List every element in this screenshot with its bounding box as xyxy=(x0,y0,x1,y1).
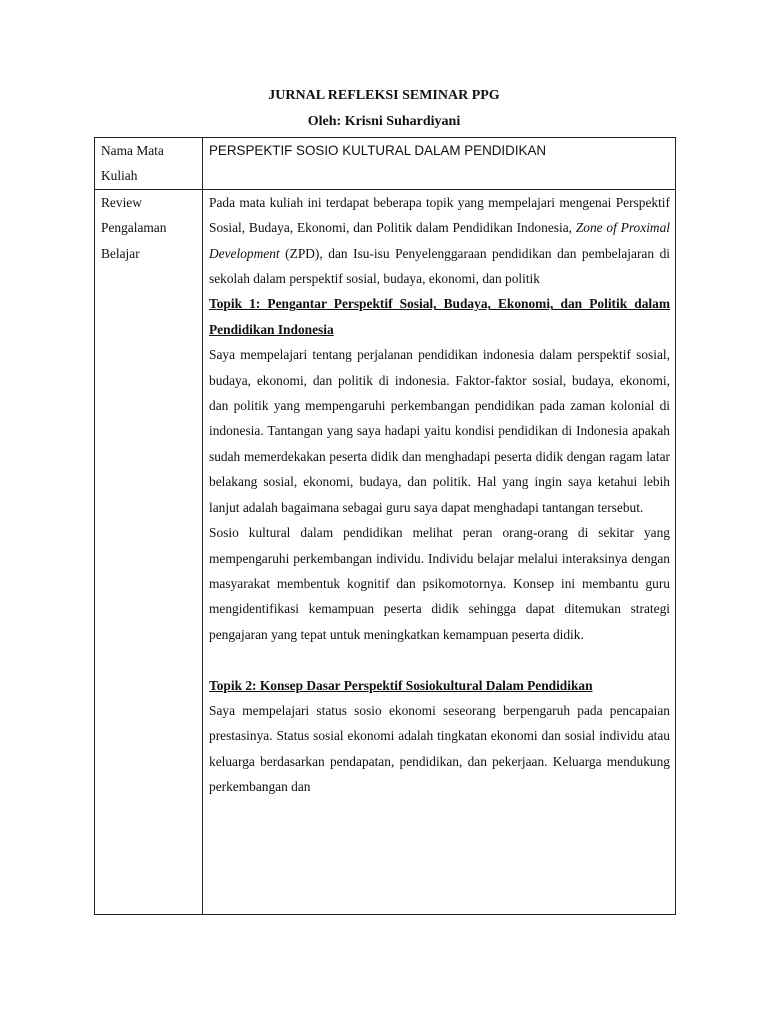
table-row-course xyxy=(95,138,676,190)
topic2-heading: Topik 2: Konsep Dasar Perspektif Sosiokultural Dalam Pendidikan xyxy=(209,677,593,693)
topic1-heading: Topik 1: Pengantar Perspektif Sosial, Budaya, Ekonomi, dan Politik dalam Pendidikan Indonesia xyxy=(209,296,670,337)
course-label-line-2: Kuliah xyxy=(101,168,138,184)
intro-paragraph xyxy=(209,190,670,292)
course-label-cell xyxy=(95,138,203,190)
review-label-cell xyxy=(95,189,203,914)
course-value-cell xyxy=(203,138,676,190)
course-title: PERSPEKTIF SOSIO KULTURAL DALAM PENDIDIKAN xyxy=(209,143,547,158)
table-row-review xyxy=(95,189,676,914)
review-content-cell xyxy=(203,189,676,914)
intro-text-italic: Zone of Proximal Development xyxy=(209,220,670,261)
blank-line xyxy=(209,647,670,672)
review-label-line-3: Belajar xyxy=(101,245,140,261)
author-line: Oleh: Krisni Suhardiyani xyxy=(307,114,461,129)
reflection-table xyxy=(94,137,676,915)
intro-text-b: (ZPD), dan Isu-isu Penyelenggaraan pendidikan dan pembelajaran di sekolah dalam perspektif sosial, budaya, ekonomi, dan politik xyxy=(209,245,670,287)
review-label-line-2: Pengalaman xyxy=(101,220,167,236)
topic2-paragraph-1: Saya mempelajari status sosio ekonomi seseorang berpengaruh pada pencapaian prestasinya. Status sosial ekonomi adalah tingkatan ekonomi dan sosial individu atau keluarga berdasarkan pendapatan, pendidikan, dan pekerjaan. Keluarga mendukung perkembangan dan xyxy=(209,702,670,795)
document-title: JURNAL REFLEKSI SEMINAR PPG xyxy=(268,88,500,103)
review-label-line-1: Review xyxy=(101,194,142,210)
intro-text-a: Pada mata kuliah ini terdapat beberapa topik yang mempelajari mengenai Perspektif Sosial, Budaya, Ekonomi, dan Politik dalam Pendidikan Indonesia, xyxy=(209,194,670,236)
topic1-paragraph-2: Sosio kultural dalam pendidikan melihat peran orang-orang di sekitar yang mempengaruhi perkembangan individu. Individu belajar melalui interaksinya dengan masyarakat membentuk kognitif dan psikomotornya. Konsep ini membantu guru mengidentifikasi kemampuan peserta didik sehingga dapat ditemukan strategi pengajaran yang tepat untuk meningkatkan kemampuan peserta didik. xyxy=(209,525,670,642)
course-label-line-1: Nama Mata xyxy=(101,143,164,158)
topic1-paragraph-1: Saya mempelajari tentang perjalanan pendidikan indonesia dalam perspektif sosial, budaya, ekonomi, dan politik di indonesia. Faktor-faktor sosial, budaya, ekonomi, dan politik yang mempengaruhi perkembangan pendidikan pada zaman kolonial di indonesia. Tantangan yang saya hadapi yaitu kondisi pendidikan di Indonesia apakah sudah memerdekakan peserta didik dan menghadapi peserta didik dengan ragam latar belakang sosial, ekonomi, budaya, dan politik. Hal yang ingin saya ketahui lebih lanjut adalah bagaimana sebagai guru saya dapat menghadapi tantangan tersebut. xyxy=(209,347,670,515)
